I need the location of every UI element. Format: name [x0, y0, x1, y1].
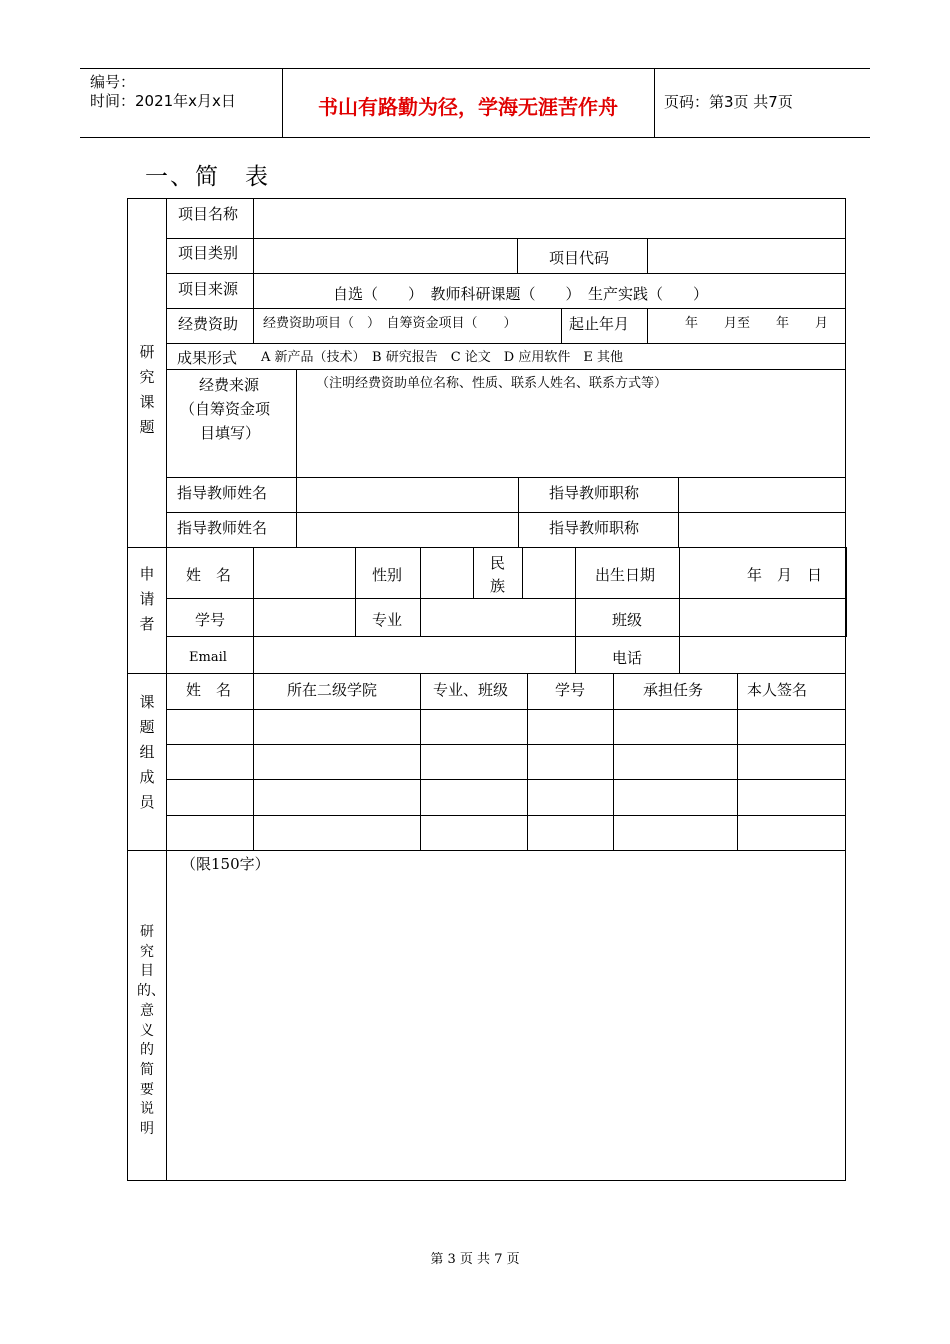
page-footer: 第 3 页 共 7 页: [430, 1252, 520, 1267]
time-label: 时间：2021年x月x日: [90, 92, 236, 110]
members-col-name: 姓 名: [186, 681, 232, 699]
start-end-value[interactable]: 年 月至 年 月: [685, 316, 829, 331]
project-name-label: 项目名称: [178, 205, 239, 223]
motto: 书山有路勤为径，学海无涯苦作舟: [318, 95, 618, 119]
members-row[interactable]: [168, 817, 844, 850]
major-field[interactable]: [422, 600, 574, 636]
members-row[interactable]: [168, 711, 844, 744]
number-label: 编号：: [90, 73, 136, 91]
fund-source-note: （注明经费资助单位名称、性质、联系人姓名、联系方式等）: [316, 376, 668, 391]
header-motto-cell: [282, 69, 655, 137]
major-label: 专业: [372, 611, 403, 629]
fund-source-label-3: 目填写）: [200, 424, 261, 442]
start-end-label: 起止年月: [569, 315, 630, 333]
advisor-title-label-1: 指导教师职称: [549, 484, 640, 502]
result-form-options[interactable]: A 新产品（技术） B 研究报告 C 论文 D 应用软件 E 其他: [261, 350, 623, 365]
fund-source-field[interactable]: [298, 395, 844, 476]
members-row[interactable]: [168, 781, 844, 814]
gender-label: 性别: [372, 566, 403, 584]
members-row[interactable]: [168, 746, 844, 779]
project-type-field[interactable]: [255, 240, 516, 273]
advisor-title-field-2[interactable]: [680, 514, 844, 547]
phone-field[interactable]: [681, 638, 845, 673]
project-code-label: 项目代码: [549, 249, 610, 267]
advisor-title-field-1[interactable]: [680, 479, 844, 512]
email-field[interactable]: [255, 638, 574, 673]
applicant-side-label: 申请者: [139, 565, 155, 633]
members-col-task: 承担任务: [643, 681, 704, 699]
ethnicity-label-1: 民: [490, 554, 506, 572]
document-header: [80, 68, 870, 138]
funding-options[interactable]: 经费资助项目（ ） 自筹资金项目（ ）: [263, 316, 517, 331]
ethnicity-field[interactable]: [524, 549, 574, 598]
name-field[interactable]: [255, 549, 354, 598]
project-code-field[interactable]: [649, 240, 844, 273]
members-col-student-id: 学号: [555, 681, 586, 699]
members-col-college: 所在二级学院: [287, 681, 378, 699]
class-field[interactable]: [681, 600, 845, 636]
advisor-title-label-2: 指导教师职称: [549, 519, 640, 537]
birth-value[interactable]: 年 月 日: [747, 566, 823, 584]
project-source-label: 项目来源: [178, 280, 239, 298]
advisor-name-field-1[interactable]: [298, 479, 517, 512]
name-label: 姓 名: [186, 566, 232, 584]
class-label: 班级: [612, 611, 643, 629]
project-name-field[interactable]: [255, 200, 844, 237]
purpose-side-label: 研究目的、意义的简要说明: [137, 924, 165, 1138]
fund-source-label-1: 经费来源: [199, 376, 260, 394]
purpose-limit-note: （限150字）: [181, 855, 270, 873]
members-col-signature: 本人签名: [747, 681, 808, 699]
phone-label: 电话: [612, 649, 643, 667]
source-options[interactable]: 自选（ ） 教师科研课题（ ） 生产实践（ ）: [333, 285, 709, 303]
project-type-label: 项目类别: [178, 244, 239, 262]
result-form-label: 成果形式: [177, 349, 238, 367]
section-title: 一、简 表: [145, 164, 270, 190]
page-label: 页码：第3页 共7页: [664, 93, 793, 111]
header-page-cell: [655, 69, 870, 137]
fund-source-label-2: （自筹资金项: [180, 400, 271, 418]
advisor-name-label-2: 指导教师姓名: [177, 519, 268, 537]
advisor-name-field-2[interactable]: [298, 514, 517, 547]
student-id-label: 学号: [195, 611, 226, 629]
header-meta-cell: [80, 69, 283, 137]
student-id-field[interactable]: [255, 600, 354, 636]
gender-field[interactable]: [422, 549, 472, 598]
birth-label: 出生日期: [595, 566, 656, 584]
advisor-name-label-1: 指导教师姓名: [177, 484, 268, 502]
ethnicity-label-2: 族: [490, 577, 506, 595]
members-col-major-class: 专业、班级: [433, 681, 509, 699]
email-label: Email: [189, 650, 227, 665]
research-side-label: 研究课题: [139, 343, 155, 436]
funding-label: 经费资助: [178, 315, 239, 333]
members-side-label: 课题组成员: [139, 693, 155, 811]
purpose-text-area[interactable]: [168, 878, 844, 1178]
